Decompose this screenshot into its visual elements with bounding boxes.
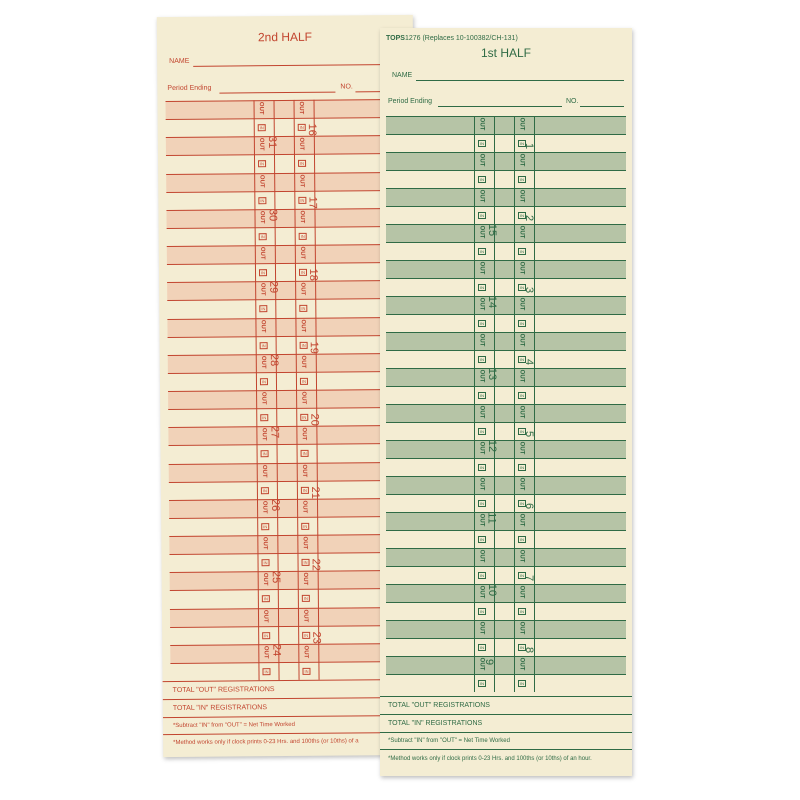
name-label: NAME — [392, 72, 413, 79]
out-tag: OUT — [478, 189, 485, 203]
card-title: 1st HALF — [480, 46, 531, 60]
row-band — [386, 440, 626, 458]
day-number: 21 — [309, 486, 322, 499]
row-band — [386, 584, 626, 602]
day-number: 26 — [269, 498, 282, 512]
row-band — [386, 476, 626, 494]
row-band — [386, 152, 626, 170]
row-line — [386, 152, 626, 153]
row-band — [170, 606, 414, 626]
row-line — [386, 494, 626, 495]
row-line — [386, 134, 626, 135]
in-tag: IN — [520, 573, 524, 578]
in-tag: IN — [520, 249, 524, 254]
row-band — [167, 280, 411, 300]
in-tag: IN — [262, 559, 270, 566]
row-line — [386, 602, 626, 603]
in-tag: IN — [480, 681, 484, 686]
day-number: 8 — [523, 646, 536, 654]
out-tag: OUT — [518, 441, 525, 455]
in-tag: IN — [300, 378, 308, 385]
row-band — [168, 389, 412, 409]
in-tag: IN — [258, 161, 266, 168]
day-number: 16 — [305, 123, 318, 137]
in-tag: IN — [259, 269, 267, 276]
in-tag: IN — [520, 609, 524, 614]
no-label: NO. — [340, 83, 353, 91]
no-line — [580, 106, 624, 107]
out-tag: OUT — [478, 513, 485, 527]
column-line — [534, 116, 535, 692]
row-line — [386, 386, 626, 387]
out-tag: OUT — [260, 391, 267, 405]
row-band — [166, 171, 410, 191]
in-tag: IN — [480, 249, 484, 254]
in-tag: IN — [520, 285, 524, 290]
note-line — [380, 749, 632, 750]
out-tag: OUT — [478, 153, 485, 167]
row-line — [386, 458, 626, 459]
row-line — [386, 656, 626, 657]
row-band — [170, 570, 414, 590]
day-number: 18 — [307, 268, 320, 282]
in-tag: IN — [298, 160, 306, 167]
in-tag: IN — [261, 523, 269, 530]
out-tag: OUT — [478, 657, 485, 671]
in-tag: IN — [300, 414, 308, 421]
in-tag: IN — [301, 450, 309, 457]
row-line — [386, 368, 626, 369]
out-tag: OUT — [297, 101, 304, 115]
row-line — [386, 404, 626, 405]
row-line — [386, 566, 626, 567]
out-tag: OUT — [258, 138, 265, 151]
in-tag: IN — [260, 378, 268, 385]
subtract-note: *Subtract "IN" from "OUT" = Net Time Worked — [388, 738, 510, 744]
row-line — [386, 188, 626, 189]
in-tag: IN — [261, 451, 269, 458]
row-line — [386, 584, 626, 585]
row-line — [386, 638, 626, 639]
out-tag: OUT — [301, 500, 308, 514]
in-tag: IN — [301, 487, 309, 494]
in-tag: IN — [480, 645, 484, 650]
in-tag: IN — [480, 321, 484, 326]
day-number: 11 — [485, 512, 498, 524]
in-tag: IN — [260, 414, 268, 421]
out-tag: OUT — [478, 297, 485, 311]
row-band — [166, 135, 410, 155]
in-tag: IN — [480, 501, 484, 506]
column-line — [514, 116, 515, 692]
out-tag: OUT — [478, 405, 485, 419]
row-band — [386, 260, 626, 278]
out-tag: OUT — [518, 117, 525, 131]
method-note: *Method works only if clock prints 0-23 Hrs. and 100ths (or 10ths) of an hour. — [388, 756, 592, 762]
out-tag: OUT — [261, 500, 268, 514]
in-tag: IN — [302, 595, 310, 602]
row-line — [386, 242, 626, 243]
out-tag: OUT — [478, 261, 485, 275]
method-note: *Method works only if clock prints 0-23 Hrs. and 100ths (or 10ths) of a — [173, 738, 359, 747]
day-number: 27 — [268, 426, 281, 439]
day-number: 25 — [269, 571, 282, 584]
day-number: 24 — [270, 643, 283, 657]
in-tag: IN — [480, 285, 484, 290]
out-tag: OUT — [518, 585, 525, 599]
in-tag: IN — [480, 393, 484, 398]
out-tag: OUT — [478, 333, 485, 347]
out-tag: OUT — [258, 210, 265, 224]
row-line — [386, 422, 626, 423]
product-code: 1276 (Replaces 10-100382/CH-131) — [404, 35, 518, 42]
out-tag: OUT — [262, 609, 269, 623]
row-line — [386, 224, 626, 225]
row-band — [166, 99, 410, 119]
row-band — [170, 643, 414, 663]
in-tag: IN — [480, 609, 484, 614]
row-band — [386, 332, 626, 350]
row-band — [386, 224, 626, 242]
in-tag: IN — [520, 213, 524, 218]
day-number: 14 — [486, 295, 499, 309]
in-tag: IN — [259, 233, 267, 240]
in-tag: IN — [520, 681, 524, 686]
in-tag: IN — [480, 213, 484, 218]
subtract-note: *Subtract "IN" from "OUT" = Net Time Worked — [172, 721, 295, 730]
day-number: 1 — [523, 142, 536, 150]
row-line — [386, 116, 626, 117]
period-ending-line — [219, 92, 335, 94]
out-tag: OUT — [478, 477, 485, 491]
day-number: 22 — [309, 558, 322, 572]
total-in-label: TOTAL "IN" REGISTRATIONS — [172, 704, 268, 713]
total-out-label: TOTAL "OUT" REGISTRATIONS — [388, 702, 490, 709]
in-tag: IN — [520, 429, 524, 434]
day-number: 23 — [310, 631, 323, 644]
out-tag: OUT — [261, 464, 268, 478]
column-line — [474, 116, 475, 692]
row-band — [386, 656, 626, 674]
out-tag: OUT — [300, 391, 307, 405]
row-line — [386, 440, 626, 441]
time-card-1st-half — [380, 28, 632, 776]
total-out-label: TOTAL "OUT" REGISTRATIONS — [172, 686, 275, 695]
in-tag: IN — [480, 537, 484, 542]
in-tag: IN — [520, 177, 524, 182]
registration-grid — [166, 99, 415, 681]
in-tag: IN — [520, 321, 524, 326]
day-number: 31 — [265, 136, 279, 149]
total-in-label: TOTAL "IN" REGISTRATIONS — [388, 720, 483, 727]
row-band — [386, 512, 626, 530]
day-number: 2 — [523, 214, 536, 222]
row-line — [386, 512, 626, 513]
in-tag: IN — [258, 197, 266, 204]
in-tag: IN — [520, 357, 524, 362]
in-tag: IN — [520, 537, 524, 542]
name-line — [416, 80, 624, 81]
out-tag: OUT — [298, 210, 305, 224]
row-band — [386, 296, 626, 314]
out-tag: OUT — [302, 645, 309, 659]
row-band — [386, 368, 626, 386]
out-tag: OUT — [518, 225, 525, 239]
out-tag: OUT — [302, 609, 309, 622]
out-tag: OUT — [300, 427, 307, 441]
day-number: 3 — [523, 286, 536, 294]
row-line — [386, 548, 626, 549]
in-tag: IN — [520, 465, 524, 470]
in-tag: IN — [260, 342, 268, 349]
row-line — [386, 530, 626, 531]
day-number: 10 — [486, 583, 499, 597]
in-tag: IN — [299, 305, 307, 312]
out-tag: OUT — [260, 428, 267, 441]
no-label: NO. — [566, 98, 579, 105]
out-tag: OUT — [300, 355, 307, 369]
row-line — [386, 314, 626, 315]
out-tag: OUT — [258, 174, 265, 188]
row-band — [386, 548, 626, 566]
row-line — [386, 260, 626, 261]
in-tag: IN — [520, 141, 524, 146]
out-tag: OUT — [301, 464, 308, 477]
in-tag: IN — [302, 559, 310, 566]
day-number: 30 — [266, 208, 279, 222]
day-number: 15 — [486, 223, 499, 237]
row-band — [386, 404, 626, 422]
out-tag: OUT — [518, 297, 525, 311]
row-band — [169, 461, 413, 481]
out-tag: OUT — [259, 246, 266, 260]
out-tag: OUT — [518, 261, 525, 275]
out-tag: OUT — [518, 477, 525, 491]
row-line — [386, 350, 626, 351]
in-tag: IN — [302, 668, 310, 675]
name-line — [193, 64, 405, 67]
out-tag: OUT — [478, 225, 485, 239]
row-band — [166, 208, 410, 228]
out-tag: OUT — [518, 369, 525, 383]
grid-bottom-line — [380, 696, 632, 697]
out-tag: OUT — [478, 585, 485, 599]
out-tag: OUT — [261, 536, 268, 550]
out-tag: OUT — [298, 137, 305, 151]
out-tag: OUT — [478, 441, 485, 455]
out-tag: OUT — [518, 153, 525, 167]
out-tag: OUT — [518, 405, 525, 419]
out-tag: OUT — [259, 283, 266, 296]
row-band — [169, 534, 413, 554]
row-line — [386, 674, 626, 675]
out-tag: OUT — [301, 536, 308, 550]
day-number: 13 — [486, 367, 499, 381]
out-tag: OUT — [518, 513, 525, 527]
in-tag: IN — [301, 523, 309, 530]
out-tag: OUT — [518, 333, 525, 347]
in-tag: IN — [480, 573, 484, 578]
out-tag: OUT — [518, 549, 525, 563]
in-tag: IN — [520, 393, 524, 398]
in-tag: IN — [262, 596, 270, 603]
day-number: 7 — [523, 574, 536, 582]
day-number: 12 — [486, 439, 499, 453]
row-line — [386, 170, 626, 171]
in-tag: IN — [480, 357, 484, 362]
row-band — [386, 188, 626, 206]
in-tag: IN — [298, 124, 306, 131]
out-tag: OUT — [518, 621, 525, 635]
card-title: 2nd HALF — [257, 29, 313, 45]
out-tag: OUT — [262, 645, 269, 659]
out-tag: OUT — [478, 369, 485, 383]
total-out-line — [380, 714, 632, 715]
out-tag: OUT — [259, 319, 266, 333]
row-band — [386, 620, 626, 638]
row-line — [386, 296, 626, 297]
out-tag: OUT — [518, 657, 525, 671]
registration-grid — [386, 116, 626, 692]
in-tag: IN — [520, 645, 524, 650]
out-tag: OUT — [299, 246, 306, 260]
day-number: 17 — [306, 196, 319, 209]
out-tag: OUT — [299, 319, 306, 332]
day-number: 28 — [267, 353, 280, 367]
row-band — [168, 425, 412, 445]
day-number: 4 — [523, 358, 536, 366]
in-tag: IN — [299, 269, 307, 276]
row-band — [169, 498, 413, 518]
row-band — [167, 244, 411, 264]
row-line — [386, 620, 626, 621]
out-tag: OUT — [257, 101, 264, 115]
in-tag: IN — [262, 668, 270, 675]
row-line — [386, 332, 626, 333]
out-tag: OUT — [298, 174, 305, 187]
out-tag: OUT — [301, 572, 309, 586]
out-tag: OUT — [260, 355, 267, 369]
period-ending-label: Period Ending — [167, 84, 212, 93]
day-number: 6 — [523, 502, 536, 510]
day-number: 5 — [523, 430, 536, 438]
in-tag: IN — [299, 233, 307, 240]
total-in-line — [380, 732, 632, 733]
out-tag: OUT — [299, 282, 306, 296]
row-line — [386, 206, 626, 207]
in-tag: IN — [259, 306, 267, 313]
row-band — [386, 116, 626, 134]
out-tag: OUT — [261, 573, 269, 586]
name-label: NAME — [169, 57, 190, 66]
day-number: 20 — [308, 413, 321, 427]
row-line — [386, 476, 626, 477]
brand-header — [386, 35, 518, 42]
out-tag: OUT — [478, 549, 485, 563]
tops-logo: TOPS — [386, 35, 405, 42]
day-number: 9 — [483, 658, 496, 666]
in-tag: IN — [262, 632, 270, 639]
in-tag: IN — [480, 177, 484, 182]
row-band — [167, 316, 411, 336]
in-tag: IN — [302, 632, 310, 639]
out-tag: OUT — [478, 621, 485, 635]
in-tag: IN — [480, 429, 484, 434]
in-tag: IN — [261, 487, 269, 494]
period-ending-line — [438, 106, 562, 107]
period-ending-label: Period Ending — [388, 98, 432, 105]
in-tag: IN — [300, 342, 308, 349]
column-line — [494, 116, 495, 692]
row-band — [168, 353, 412, 373]
day-number: 19 — [307, 341, 320, 354]
in-tag: IN — [258, 124, 266, 131]
in-tag: IN — [520, 501, 524, 506]
in-tag: IN — [298, 197, 306, 204]
row-line — [386, 278, 626, 279]
day-number: 29 — [267, 281, 280, 294]
out-tag: OUT — [478, 117, 485, 131]
in-tag: IN — [480, 465, 484, 470]
in-tag: IN — [480, 141, 484, 146]
out-tag: OUT — [518, 189, 525, 203]
